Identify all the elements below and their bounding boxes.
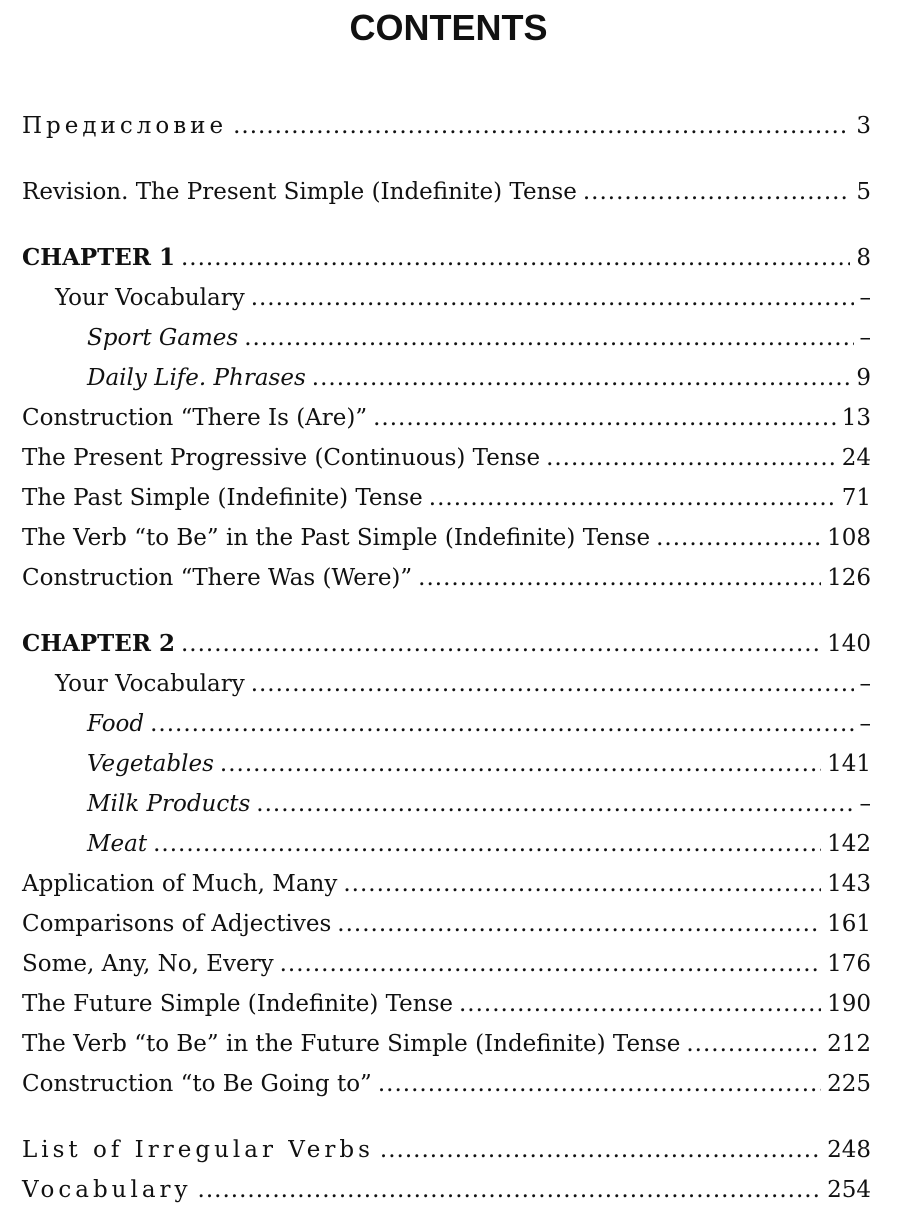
toc-leader-dots (280, 944, 821, 984)
toc-entry-preface (22, 106, 871, 146)
toc-page-number: 212 (827, 1031, 871, 1057)
toc-entry-title: Revision. The Present Simple (Indefinite) Tense (22, 179, 577, 205)
toc-entry-title: Your Vocabulary (55, 671, 245, 697)
toc-entry-going-to (22, 1064, 871, 1104)
toc-leader-dots (256, 784, 853, 824)
toc-entry-title: Your Vocabulary (55, 285, 245, 311)
toc-page-number: – (859, 285, 871, 311)
toc-leader-dots (233, 106, 850, 146)
toc-entry-title: Construction “There Is (Are)” (22, 405, 368, 431)
toc-entry-title: The Present Progressive (Continuous) Tense (22, 445, 541, 471)
toc-leader-dots (429, 478, 836, 518)
toc-leader-dots (380, 1130, 821, 1170)
toc-leader-dots (656, 518, 821, 558)
toc-leader-dots (153, 824, 821, 864)
toc-page-number: 126 (827, 565, 871, 591)
toc-entry-vegetables (22, 744, 871, 784)
toc-entry-title: The Future Simple (Indefinite) Tense (22, 991, 453, 1017)
toc-entry-past-simple (22, 478, 871, 518)
toc-page-number: 176 (827, 951, 871, 977)
section-gap (22, 598, 871, 624)
toc-entry-title: CHAPTER 1 (22, 244, 175, 271)
toc-leader-dots (181, 624, 821, 664)
toc-page-number: 24 (841, 445, 871, 471)
toc-leader-dots (583, 172, 851, 212)
toc-leader-dots (150, 704, 853, 744)
toc-entry-sport-games (22, 318, 871, 358)
toc-page-number: – (859, 671, 871, 697)
section-gap (22, 1104, 871, 1130)
toc-entry-title: Construction “to Be Going to” (22, 1071, 372, 1097)
toc-page-number: – (859, 791, 871, 817)
toc-entry-chapter-1 (22, 238, 871, 278)
toc-entry-title: Some, Any, No, Every (22, 951, 274, 977)
toc-leader-dots (312, 358, 851, 398)
toc-entry-future-simple (22, 984, 871, 1024)
toc-page-number: 141 (827, 751, 871, 777)
toc-entry-revision (22, 172, 871, 212)
toc-entry-food (22, 704, 871, 744)
toc-page-number: 5 (856, 179, 871, 205)
toc-entry-title: Vegetables (87, 751, 214, 777)
toc-entry-title: Milk Products (87, 791, 251, 817)
toc-entry-title: Vocabulary (22, 1177, 192, 1203)
section-gap (22, 146, 871, 172)
toc-page-number: 248 (827, 1137, 871, 1163)
toc-leader-dots (418, 558, 821, 598)
toc-leader-dots (251, 278, 854, 318)
toc-entry-title: Construction “There Was (Were)” (22, 565, 413, 591)
toc-page-number: 9 (856, 365, 871, 391)
toc-entry-daily-life (22, 358, 871, 398)
toc-entry-title: Meat (87, 831, 148, 857)
toc-entry-to-be-future (22, 1024, 871, 1064)
toc-entry-to-be-past (22, 518, 871, 558)
toc-entry-much-many (22, 864, 871, 904)
toc-page-number: 108 (827, 525, 871, 551)
toc-leader-dots (343, 864, 821, 904)
toc-leader-dots (546, 438, 836, 478)
section-gap (22, 212, 871, 238)
toc-entry-title: Sport Games (87, 325, 239, 351)
toc-entry-title: The Past Simple (Indefinite) Tense (22, 485, 423, 511)
toc-entry-there-was (22, 558, 871, 598)
page-title: CONTENTS (349, 7, 548, 48)
toc-entry-title: Food (87, 711, 145, 737)
toc-page-number: 254 (827, 1177, 871, 1203)
toc-leader-dots (251, 664, 854, 704)
toc-leader-dots (459, 984, 821, 1024)
toc-entry-present-progressive (22, 438, 871, 478)
toc-entry-meat (22, 824, 871, 864)
toc-page-number: 143 (827, 871, 871, 897)
toc-leader-dots (220, 744, 821, 784)
toc-entry-irregular-verbs (22, 1130, 871, 1170)
toc-entry-vocabulary-2 (22, 664, 871, 704)
toc-entry-title: CHAPTER 2 (22, 630, 175, 657)
toc-entry-title: The Verb “to Be” in the Future Simple (Indefinite) Tense (22, 1031, 681, 1057)
toc-leader-dots (198, 1170, 822, 1210)
toc-page-number: – (859, 711, 871, 737)
toc-entry-chapter-2 (22, 624, 871, 664)
toc-entry-there-is (22, 398, 871, 438)
toc-leader-dots (181, 238, 850, 278)
toc-page-number: 142 (827, 831, 871, 857)
toc-entry-some-any (22, 944, 871, 984)
toc-page-number: 140 (827, 631, 871, 657)
toc-page-number: 71 (841, 485, 871, 511)
toc-leader-dots (686, 1024, 821, 1064)
toc-page-number: 3 (856, 113, 871, 139)
table-of-contents (22, 106, 871, 1210)
toc-page-number: 190 (827, 991, 871, 1017)
toc-page-number: 8 (856, 245, 871, 271)
toc-entry-title: Comparisons of Adjectives (22, 911, 332, 937)
toc-leader-dots (373, 398, 836, 438)
toc-leader-dots (244, 318, 853, 358)
toc-entry-milk-products (22, 784, 871, 824)
toc-entry-comparisons (22, 904, 871, 944)
toc-page-number: 13 (841, 405, 871, 431)
toc-entry-title: Daily Life. Phrases (87, 365, 306, 391)
toc-entry-title: List of Irregular Verbs (22, 1137, 374, 1163)
toc-entry-title: Application of Much, Many (22, 871, 338, 897)
toc-entry-title: The Verb “to Be” in the Past Simple (Indefinite) Tense (22, 525, 651, 551)
toc-page-number: 225 (827, 1071, 871, 1097)
toc-leader-dots (337, 904, 821, 944)
toc-page-number: 161 (827, 911, 871, 937)
toc-entry-vocabulary-list (22, 1170, 871, 1210)
toc-entry-title: Предисловие (22, 113, 228, 139)
toc-leader-dots (378, 1064, 821, 1104)
toc-entry-vocabulary-1 (22, 278, 871, 318)
toc-page-number: – (859, 325, 871, 351)
